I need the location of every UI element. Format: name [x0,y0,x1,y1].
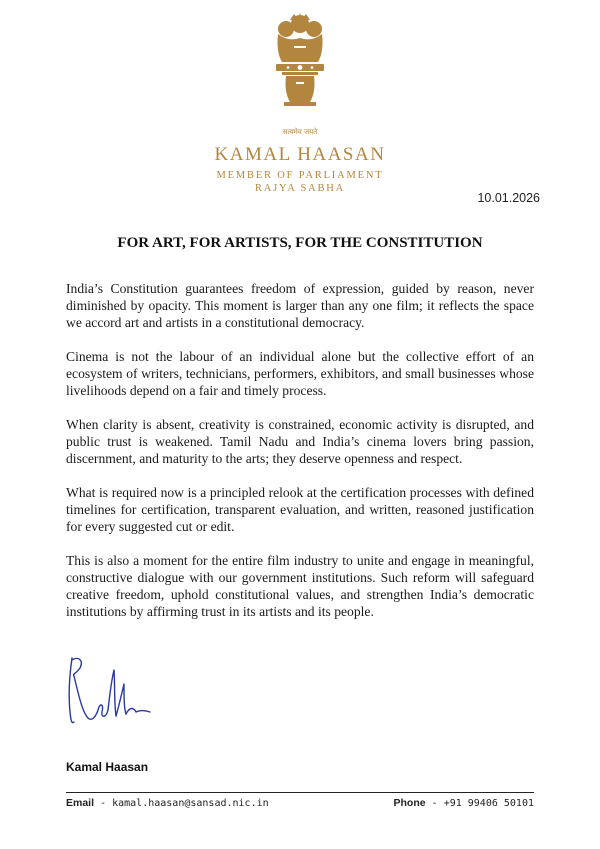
emblem-motto: सत्यमेव जयते [282,128,318,136]
phone-label: Phone [393,797,426,809]
footer-divider [66,792,534,793]
body-paragraph: This is also a moment for the entire film industry to unite and engage in meaningful, constructive dialogue with our government institutions. Such reform will safeguard creative freedom, uphold constitutional values, and strengthen India’s democratic institutions by affirming trust in its artists and its people. [66,553,534,619]
phone-separator: - [431,798,444,809]
footer-phone [394,797,534,809]
email-value[interactable]: kamal.haasan@sansad.nic.in [112,798,269,809]
designation-line-2: RAJYA SABHA [254,183,346,194]
email-separator: - [100,798,113,809]
email-label: Email [66,797,95,809]
body-paragraph: What is required now is a principled relook at the certification processes with defined timelines for certification, transparent evaluation, and written, reasoned justification for every suggested cut or edit. [66,485,534,534]
handwritten-signature [62,652,157,732]
signer-name: Kamal Haasan [66,760,149,774]
letter-subject: FOR ART, FOR ARTISTS, FOR THE CONSTITUTION [117,235,483,251]
body-paragraph: When clarity is absent, creativity is constrained, economic activity is disrupted, and public trust is weakened. Tamil Nadu and India’s cinema lovers bring passion, discernment, and maturity to the arts; they deserve openness and respect. [66,417,534,466]
letter-date: 10.01.2026 [477,191,540,205]
body-paragraph: India’s Constitution guarantees freedom of expression, guided by reason, never diminished by opacity. This moment is larger than any one film; it reflects the space we accord art and artists in a constitutional democracy. [66,281,534,330]
letterhead-name: KAMAL HAASAN [214,144,386,165]
national-emblem-icon [268,12,332,112]
letter-body [66,280,534,637]
body-paragraph: Cinema is not the labour of an individual alone but the collective effort of an ecosystem of writers, technicians, performers, exhibitors, and small businesses whose livelihoods depend on a fair and timely process. [66,349,534,398]
designation-line-1: MEMBER OF PARLIAMENT [216,170,384,181]
footer-email [66,797,269,809]
phone-value[interactable]: +91 99406 50101 [443,798,534,809]
